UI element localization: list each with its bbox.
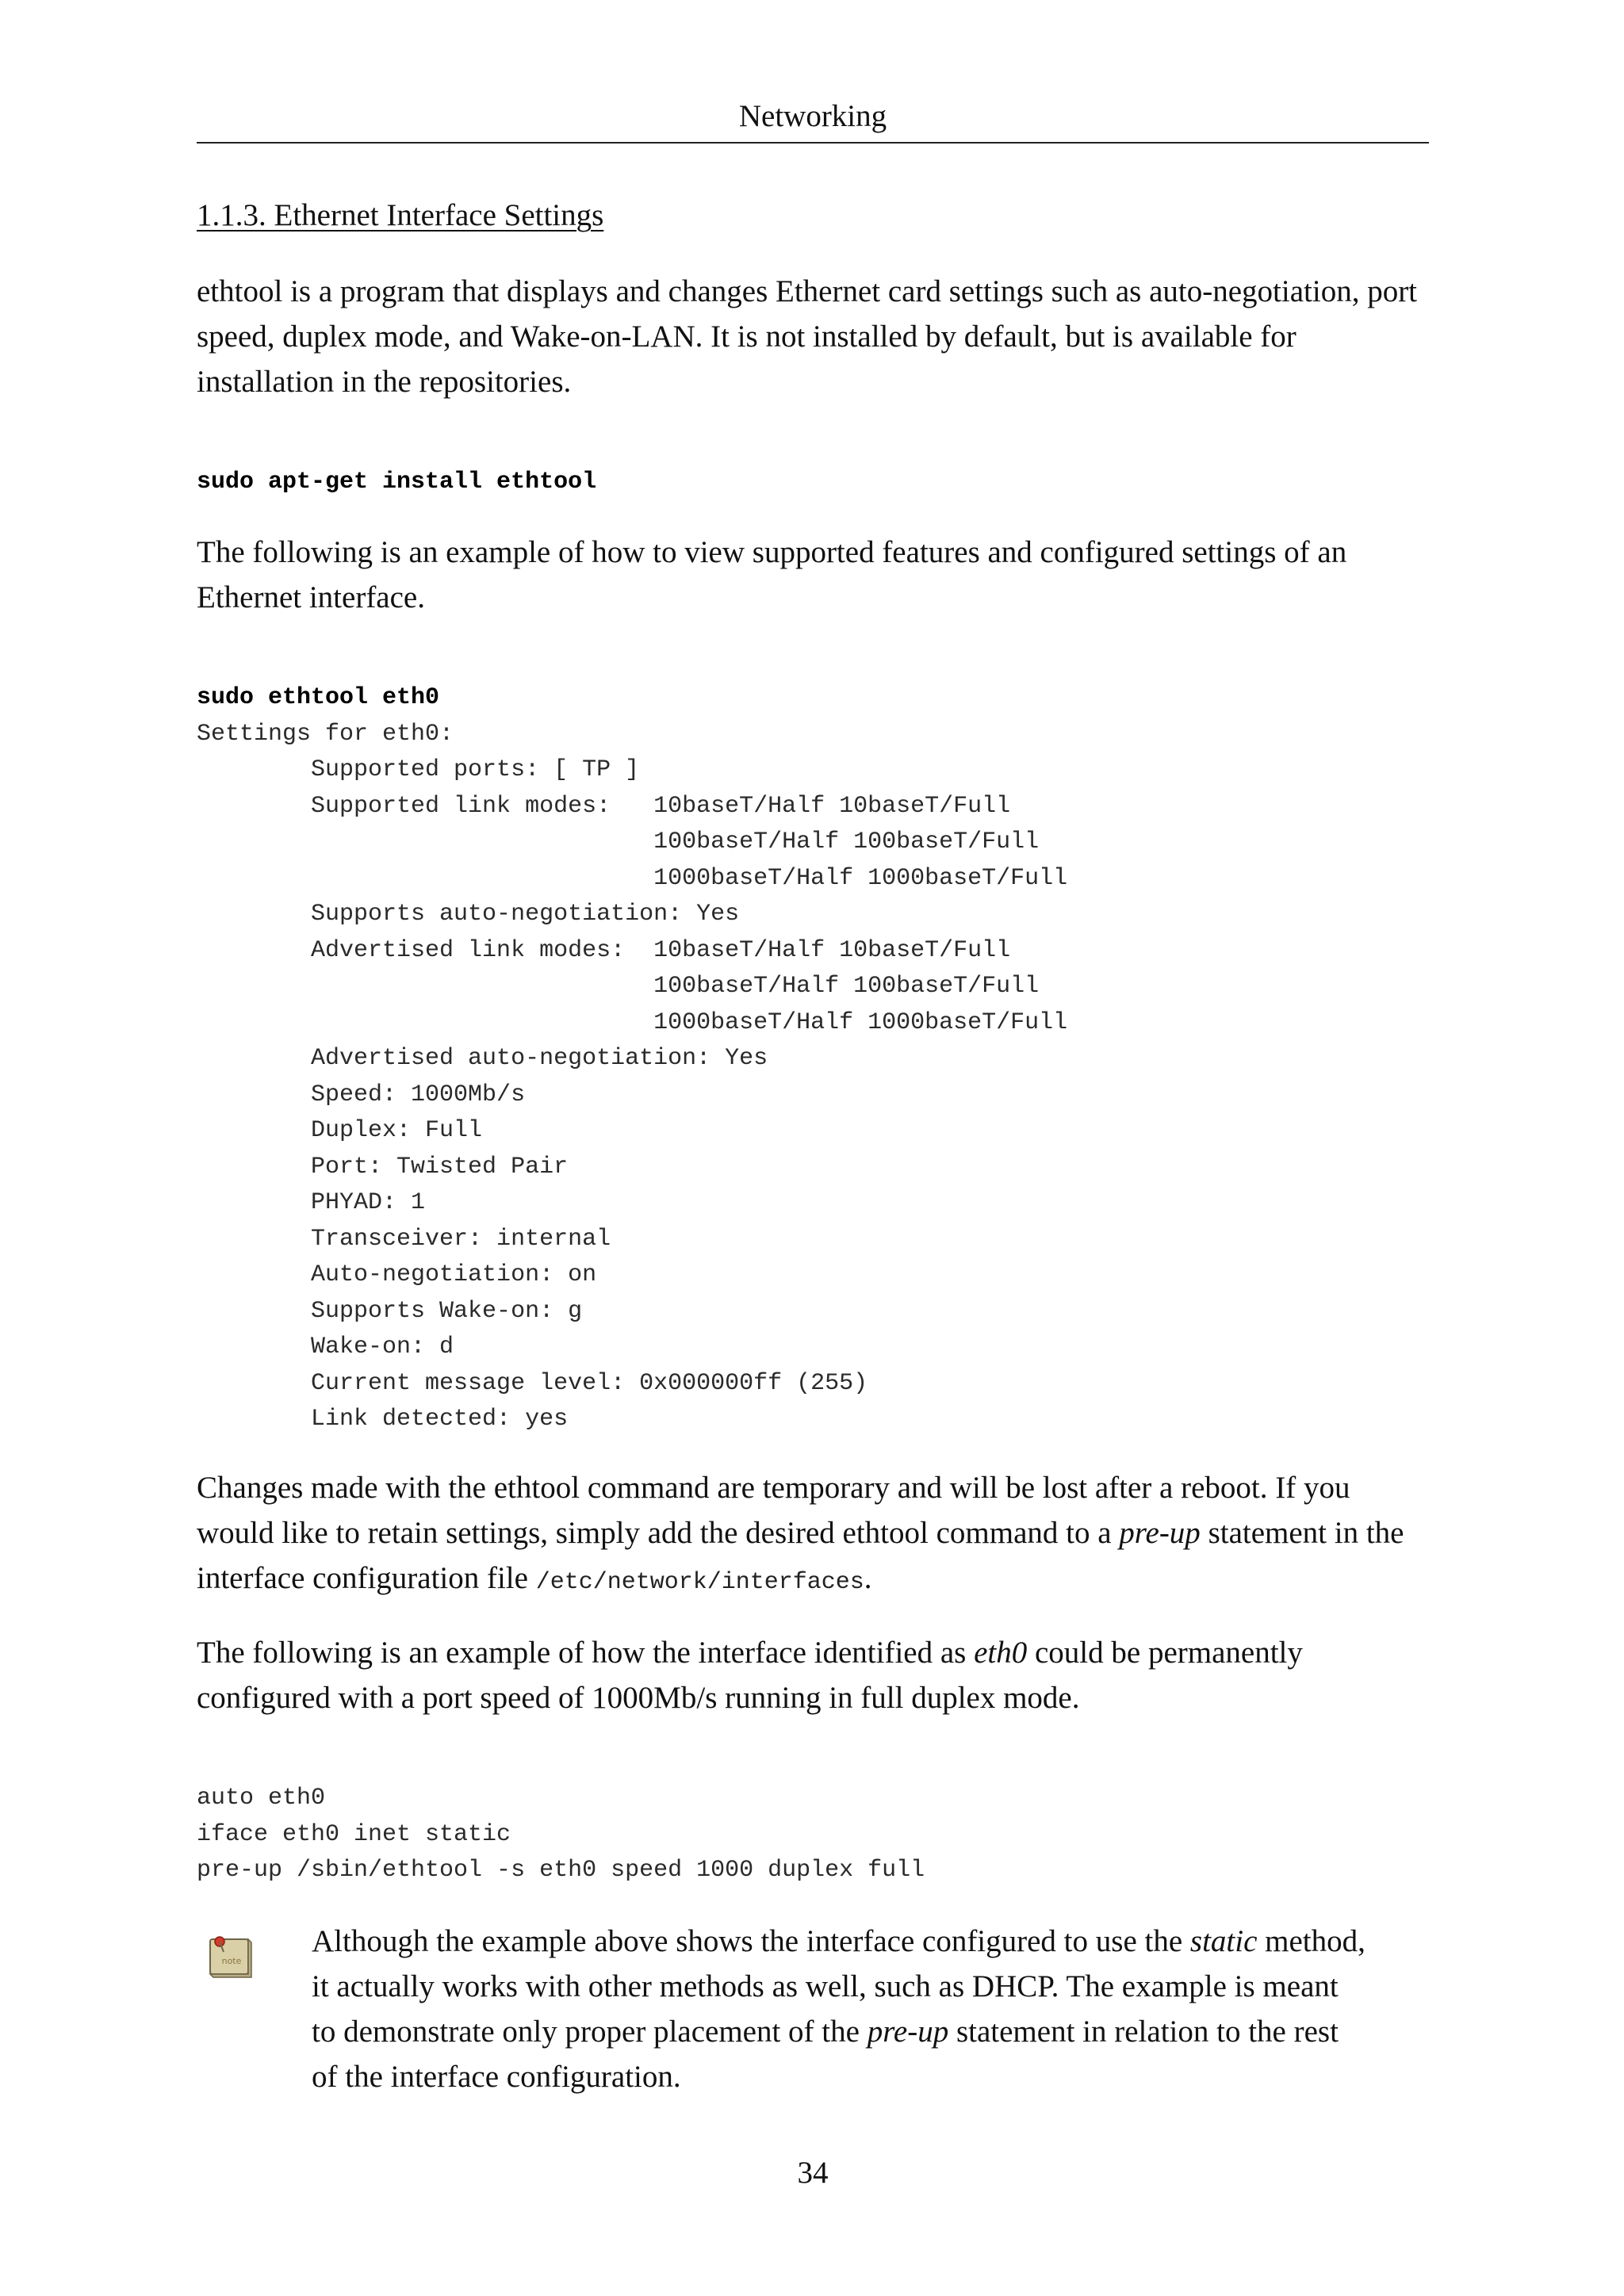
note-text-2: method, it actually works with other methods as well, such as DHCP. The example is meant to demonstrate only proper placement of the — [312, 1924, 1365, 2049]
section-title: 1.1.3. Ethernet Interface Settings — [197, 198, 604, 232]
changes-end: . — [864, 1561, 872, 1595]
note-text-3: statement in relation to the rest of the interface configuration. — [312, 2015, 1339, 2094]
note-icon — [206, 1931, 254, 1979]
changes-italic: pre-up — [1119, 1516, 1201, 1550]
permanent-text-1: The following is an example of how the interface identified as — [197, 1636, 975, 1670]
note-italic-2: pre-up — [867, 2015, 949, 2049]
install-command-block — [197, 465, 596, 501]
note-icon-label: note — [221, 1956, 242, 1966]
config-file-path: /etc/network/interfaces — [535, 1569, 864, 1596]
config-example-block: auto eth0 iface eth0 inet static pre-up /sbin/ethtool -s eth0 speed 1000 duplex full — [197, 1785, 925, 1884]
changes-text-2: statement in the interface configuration file — [197, 1516, 1404, 1595]
changes-paragraph — [197, 1465, 1434, 1605]
note-text — [312, 1919, 1366, 2099]
ethtool-output-block — [197, 680, 1067, 1438]
permanent-config-paragraph — [197, 1630, 1434, 1720]
page-number: 34 — [797, 2156, 829, 2190]
ethtool-command: sudo ethtool eth0 — [197, 684, 440, 711]
changes-text-1: Changes made with the ethtool command are temporary and will be lost after a reboot. If you would like to retain settings, simply add the desired ethtool command to a — [197, 1471, 1350, 1550]
intro-paragraph: ethtool is a program that displays and changes Ethernet card settings such as auto-negotiation, port speed, duplex mode, and Wake-on-LAN. It is not installed by default, but is available for installation in the repositories. — [197, 274, 1418, 399]
note-text-1: Although the example above shows the interface configured to use the — [312, 1924, 1190, 1958]
permanent-text-2: could be permanently configured with a port speed of 1000Mb/s running in full duplex mode. — [197, 1636, 1303, 1715]
ethtool-output: Settings for eth0: Supported ports: [ TP ] Supported link modes: 10baseT/Half 10baseT/Full 100baseT/Half 100baseT/Full 1000baseT/Half 1000baseT/Full Supports auto-negotiation: Yes Advertised link modes: 10baseT/Half 10baseT/Full 100baseT/Half 100baseT/Full 1000baseT/Half 1000baseT/Full Advertised auto-negotiation: Yes Speed: 1000Mb/s Duplex: Full Port: Twisted Pair PHYAD: 1 Transceiver: internal Auto-negotiation: on Supports Wake-on: g Wake-on: d Current message level: 0x000000ff (255) Link detected: yes — [197, 720, 1068, 1433]
permanent-italic: eth0 — [974, 1636, 1028, 1670]
note-italic-1: static — [1189, 1924, 1258, 1958]
example-intro-paragraph: The following is an example of how to view supported features and configured settings of an Ethernet interface. — [197, 535, 1347, 614]
running-header: Networking — [738, 99, 887, 133]
header-divider — [197, 142, 1429, 144]
install-command: sudo apt-get install ethtool — [197, 469, 597, 496]
